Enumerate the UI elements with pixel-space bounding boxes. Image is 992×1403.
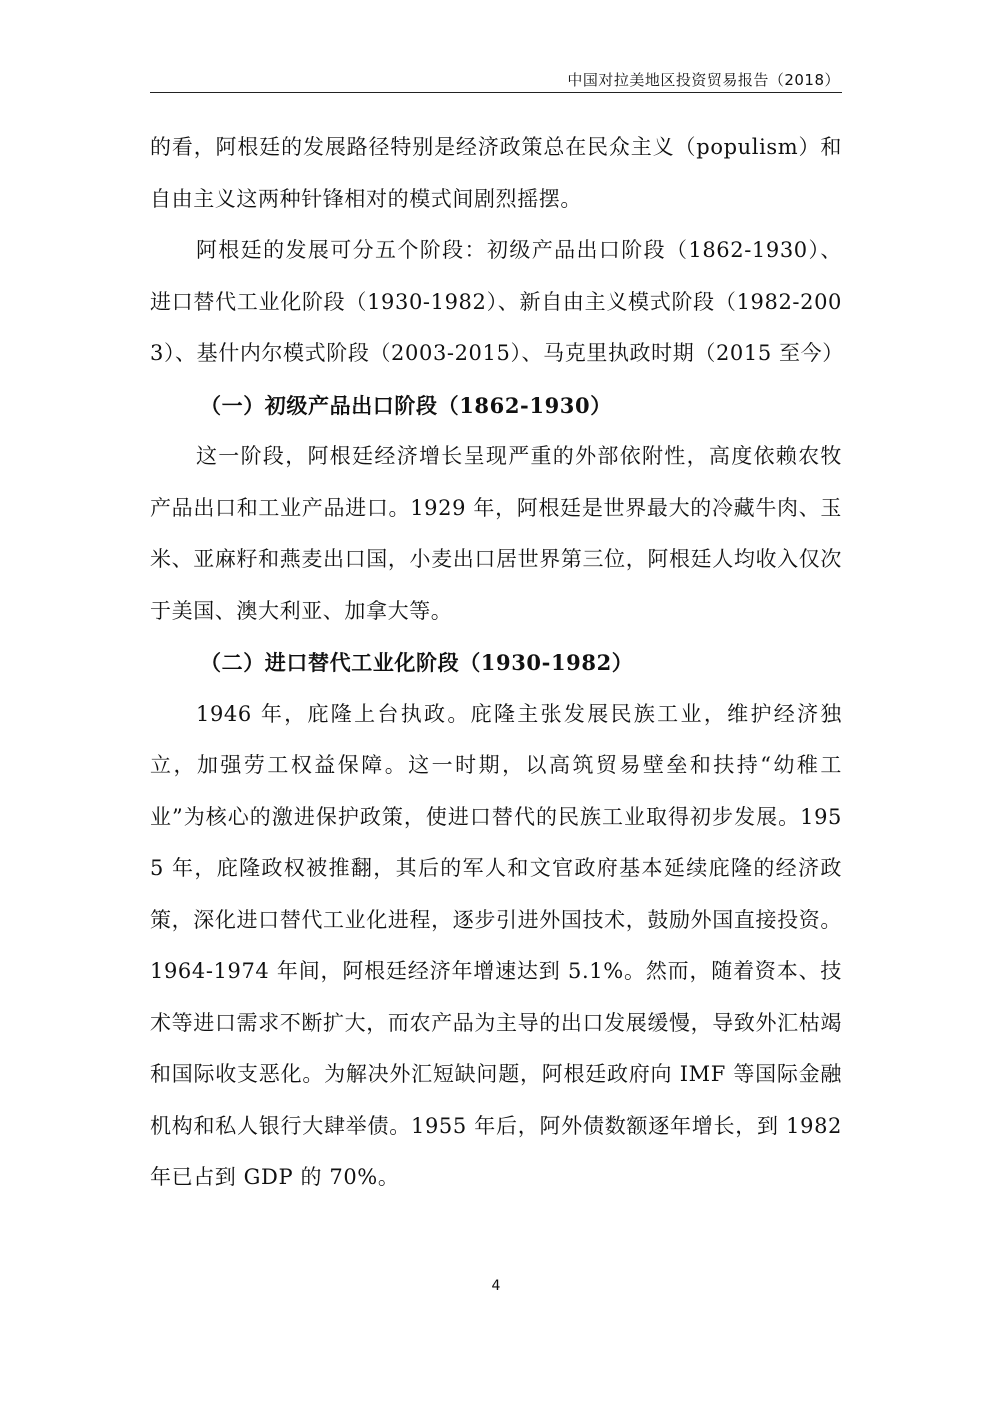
paragraph-populism: 的看，阿根廷的发展路径特别是经济政策总在民众主义（populism）和自由主义这两种针锋相对的模式间剧烈摇摆。 (150, 135, 842, 211)
document-body (150, 122, 842, 1204)
page-number: 4 (491, 1278, 501, 1294)
section-heading-import-substitution: （二）进口替代工业化阶段（1930-1982） (200, 650, 634, 675)
header-title: 中国对拉美地区投资贸易报告（2018） (567, 71, 840, 89)
paragraph-five-stages: 阿根廷的发展可分五个阶段：初级产品出口阶段（1862-1930）、进口替代工业化阶段（1930-1982）、新自由主义模式阶段（1982-2003）、基什内尔模式阶段（2003-2015）、马克里执政时期（2015 至今） (150, 238, 844, 365)
section-heading-primary-export: （一）初级产品出口阶段（1862-1930） (200, 392, 612, 418)
paragraph-primary-export: 这一阶段，阿根廷经济增长呈现严重的外部依附性，高度依赖农牧产品出口和工业产品进口。1929 年，阿根廷是世界最大的冷藏牛肉、玉米、亚麻籽和燕麦出口国，小麦出口居世界第三位，阿根廷人均收入仅次于美国、澳大利亚、加拿大等。 (150, 444, 842, 623)
page-header (150, 70, 842, 93)
paragraph-import-substitution: 1946 年，庇隆上台执政。庇隆主张发展民族工业，维护经济独立，加强劳工权益保障。这一时期，以高筑贸易壁垒和扶持“幼稚工业”为核心的激进保护政策，使进口替代的民族工业取得初步发展。1955 年，庇隆政权被推翻，其后的军人和文官政府基本延续庇隆的经济政策，深化进口替代工业化进程，逐步引进外国技术，鼓励外国直接投资。1964-1974 年间，阿根廷经济年增速达到 5.1%。然而，随着资本、技术等进口需求不断扩大，而农产品为主导的出口发展缓慢，导致外汇枯竭和国际收支恶化。为解决外汇短缺问题，阿根廷政府向 IMF 等国际金融机构和私人银行大肆举债。1955 年后，阿外债数额逐年增长，到 1982 年已占到 GDP 的 70%。 (150, 701, 842, 1189)
